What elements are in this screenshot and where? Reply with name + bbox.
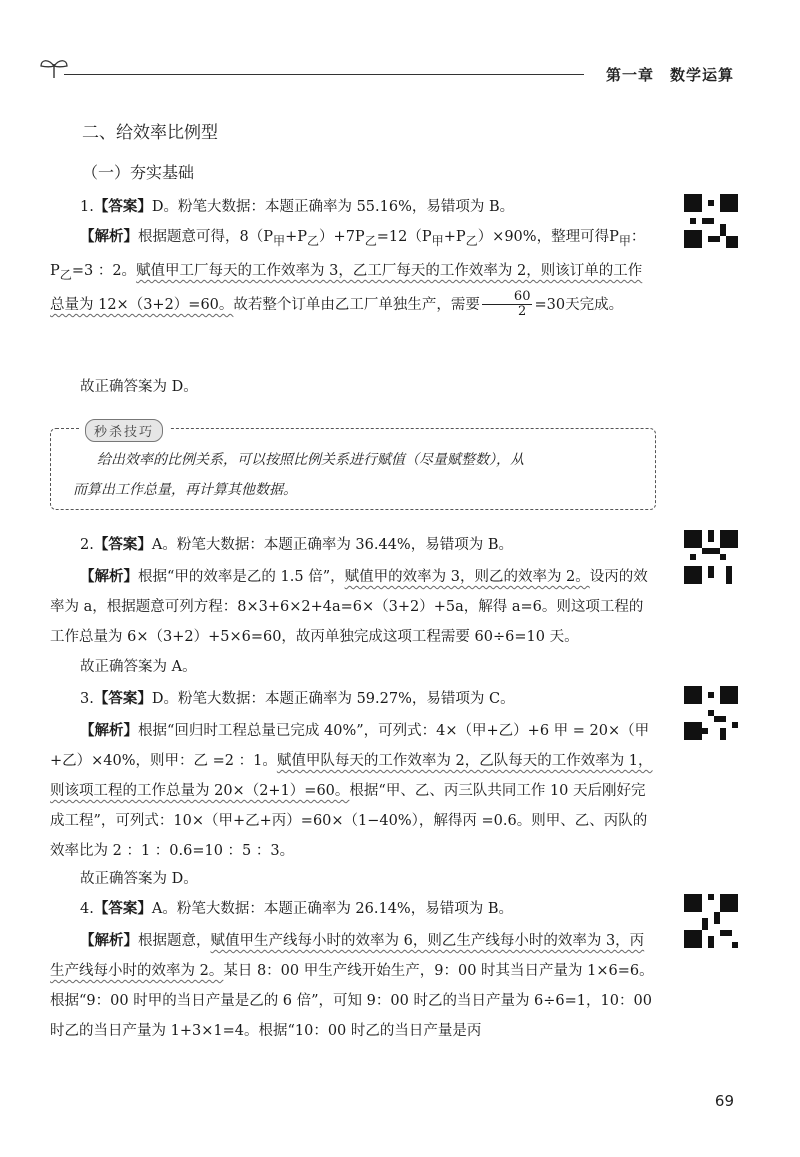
tip-text: 给出效率的比例关系，可以按照比例关系进行赋值（尽量赋整数），从 而算出工作总量，再计算其他数据。 <box>73 452 524 498</box>
page-number: 69 <box>714 1092 734 1110</box>
fraction: $\frac{60}{2}$ <box>482 290 533 319</box>
q3-analysis: 【解析】根据“回归时工程总量已完成 40%”，可列式：4×（甲+乙）+6 甲 = 20×（甲+乙）×40%，则甲：乙 =2 ：1。赋值甲队每天的工作效率为 2，乙队每天的工作效率为 1，则该项工程的工作总量为 20×（2+1）=60。根据“甲、乙、丙三队共同工作 10 天后刚好完成工程”，可列式：10×（甲+乙+丙）=60×（1−40%），解得丙 =0.6。则甲、乙、丙队的效率比为 2 ：1 ：0.6=10 ：5 ：3。 <box>50 723 653 859</box>
q4-answer: 4.【答案】A。粉笔大数据：本题正确率为 26.14%，易错项为 B。 <box>80 901 513 917</box>
key-assignment: 赋值甲的效率为 3，则乙的效率为 2。 <box>344 569 590 585</box>
qr-code-icon[interactable] <box>684 686 738 740</box>
sprout-icon <box>38 54 70 80</box>
q3-answer: 3.【答案】D。粉笔大数据：本题正确率为 59.27%，易错项为 C。 <box>80 691 515 707</box>
tip-badge: 秒杀技巧 <box>79 419 169 442</box>
q2-conclusion: 故正确答案为 A。 <box>80 659 197 675</box>
subsection-title: （一）夯实基础 <box>82 163 195 182</box>
q1-analysis: 【解析】根据题意可得，$8(P_甲+P_乙)+7P_乙=12(P_甲+P_乙)\times 90\%$，整理可得$P_甲$：$P_乙=3$ ：2。赋值甲工厂每天的工作效率为 3，乙工厂每天的工作效率为 2，则该订单的工作总量为 12×（3+2）=60。故若整个订单由乙工厂单独生产，需要 $\frac{60}{2}$ =30天完成。 <box>50 229 646 320</box>
qr-code-icon[interactable] <box>684 894 738 948</box>
key-assignment: 赋值甲工厂每天的工作效率为 3，乙工厂每天的工作效率为 2，则该订单的工作总量为 12×（3+2）=60。 <box>50 262 643 313</box>
q3-conclusion: 故正确答案为 D。 <box>80 871 198 887</box>
key-assignment: 赋值甲队每天的工作效率为 2，乙队每天的工作效率为 1，则该项工程的工作总量为 20×（2+1）=60。 <box>50 753 653 799</box>
q1-answer: 1.【答案】D。粉笔大数据：本题正确率为 55.16%，易错项为 B。 <box>80 199 515 215</box>
q2-answer: 2.【答案】A。粉笔大数据：本题正确率为 36.44%，易错项为 B。 <box>80 537 513 553</box>
header-rule <box>64 74 584 75</box>
qr-code-icon[interactable] <box>684 194 738 248</box>
key-assignment: 赋值甲生产线每小时的效率为 6，则乙生产线每小时的效率为 3，丙生产线每小时的效率为 2。 <box>50 933 645 979</box>
tip-box <box>50 425 656 510</box>
chapter-title: 第一章 数学运算 <box>605 66 734 84</box>
section-title: 二、给效率比例型 <box>82 123 218 143</box>
qr-code-icon[interactable] <box>684 530 738 584</box>
q1-conclusion: 故正确答案为 D。 <box>80 379 198 395</box>
q4-analysis: 【解析】根据题意，赋值甲生产线每小时的效率为 6，则乙生产线每小时的效率为 3，丙生产线每小时的效率为 2。某日 8：00 甲生产线开始生产，9：00 时其当日产量为 1×6=6。根据“9：00 时甲的当日产量是乙的 6 倍”，可知 9：00 时乙的当日产量为 6÷6=1，10：00 时乙的当日产量为 1+3×1=4。根据“10：00 时乙的当日产量是丙 <box>50 933 654 1039</box>
q2-analysis: 【解析】根据“甲的效率是乙的 1.5 倍”，赋值甲的效率为 3，则乙的效率为 2。设丙的效率为 a，根据题意可列方程：8×3+6×2+4a=6×（3+2）+5a，解得 a=6。则这项工程的工作总量为 6×（3+2）+5×6=60，故丙单独完成这项工程需要 60÷6=10 天。 <box>50 569 648 645</box>
